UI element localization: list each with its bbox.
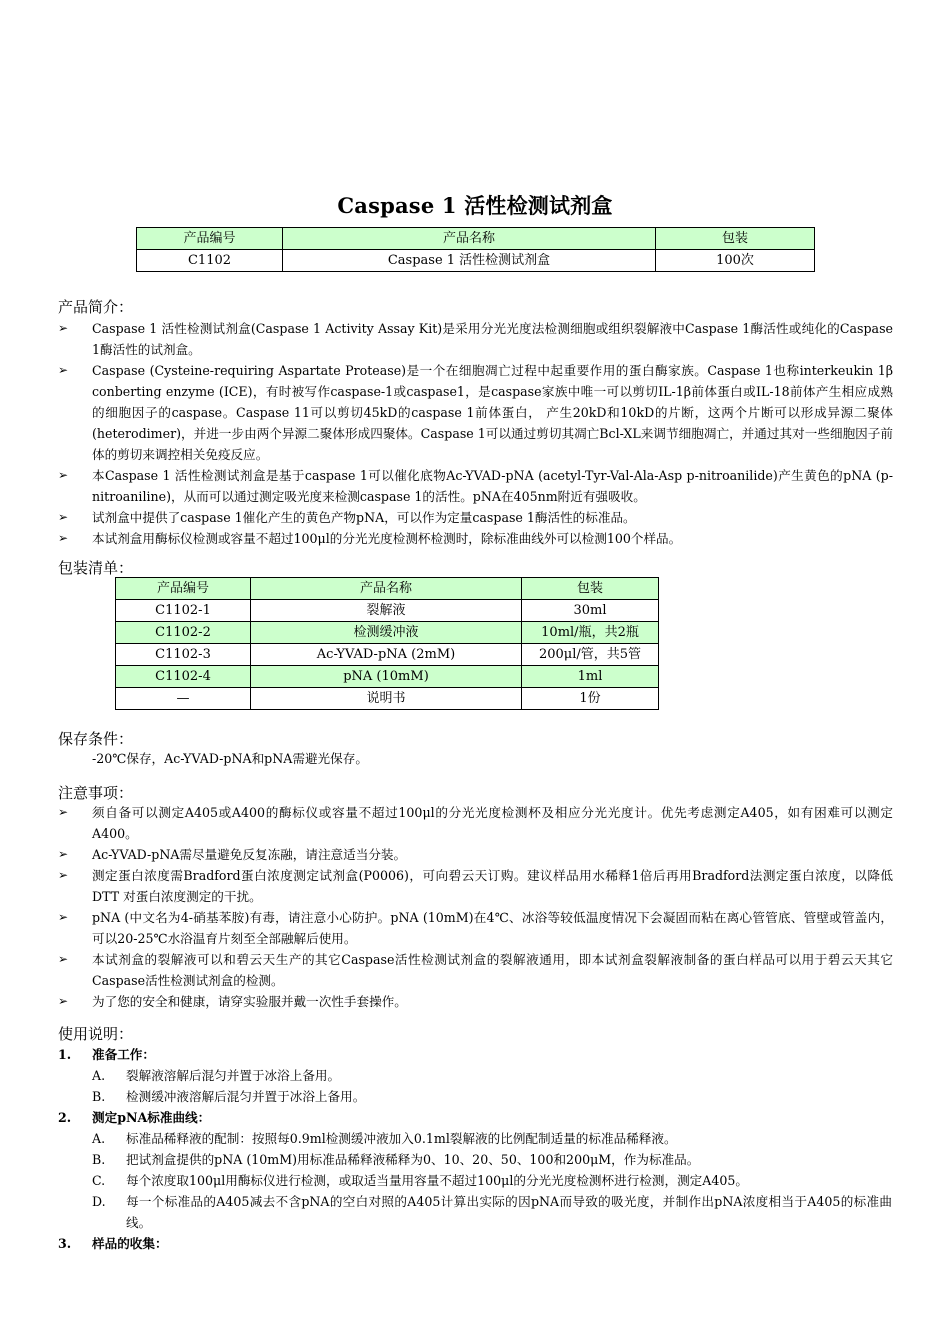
arrow-bullet-icon: ➢ [58,321,69,335]
storage-text: -20℃保存，Ac-YVAD-pNA和pNA需避光保存。 [92,751,368,766]
header-cell: 产品编号 [137,228,283,250]
table-row [116,644,659,666]
arrow-bullet-icon: ➢ [58,847,69,861]
list-item: ➢ 本Caspase 1 活性检测试剂盒是基于caspase 1可以催化底物Ac-YVAD-pNA (acetyl-Tyr-Val-Ala-Asp p-nitroanilide)产生黄色的pNA (p-nitroaniline)，从而可以通过测定吸光度来检测caspase 1的活性。pNA在405nm附近有强吸收。 [58,465,893,507]
table-cell: C1102-2 [116,622,251,644]
list-item: ➢ 须自备可以测定A405或A400的酶标仪或容量不超过100μl的分光光度检测杯及相应分光光度计。优先考虑测定A405，如有困难可以测定A400。 [58,802,893,844]
list-item: ➢ Caspase (Cysteine-requiring Aspartate Protease)是一个在细胞凋亡过程中起重要作用的蛋白酶家族。Caspase 1也称interkeukin 1β conberting enzyme (ICE)，有时被写作caspase-1或caspase1，是caspase家族中唯一可以剪切IL-1β前体蛋白或IL-18前体产生相应成熟的细胞因子的caspase。Caspase 11可以剪切45kD的caspase 1前体蛋白， 产生20kD和10kD的片断，这两个片断可以形成异源二聚体(heterodimer)，并进一步由两个异源二聚体形成四聚体。Caspase 1可以通过剪切其凋亡Bcl-XL来调节细胞凋亡，并通过其对一些细胞因子前体的剪切来调控相关免疫反应。 [58,360,893,465]
section-heading-package: 包装清单： [58,559,134,577]
list-item: ➢ 本试剂盒用酶标仪检测或容量不超过100μl的分光光度检测杯检测时，除标准曲线外可以检测100个样品。 [58,528,893,549]
arrow-bullet-icon: ➢ [58,952,69,966]
table-row [116,622,659,644]
table-header-row [137,228,815,250]
section-heading-usage: 使用说明： [58,1025,134,1043]
arrow-bullet-icon: ➢ [58,510,69,524]
step-heading: 2. 测定pNA标准曲线： [58,1110,211,1125]
table-cell: 30ml [522,600,659,622]
table-row [116,600,659,622]
arrow-bullet-icon: ➢ [58,531,69,545]
table-cell: Ac-YVAD-pNA (2mM) [251,644,522,666]
header-cell: 产品名称 [251,578,522,600]
page-title: Caspase 1 活性检测试剂盒 [337,193,613,218]
package-table [115,577,659,710]
table-cell: — [116,688,251,710]
table-cell: 裂解液 [251,600,522,622]
list-item: D. 每一个标准品的A405减去不含pNA的空白对照的A405计算出实际的因pNA而导致的吸光度，并制作出pNA浓度相当于A405的标准曲线。 [92,1194,892,1230]
table-cell: 1份 [522,688,659,710]
list-item: ➢ Ac-YVAD-pNA需尽量避免反复冻融，请注意适当分装。 [58,844,893,865]
table-cell: pNA (10mM) [251,666,522,688]
product-table [136,227,815,272]
list-item: ➢ 测定蛋白浓度需Bradford蛋白浓度测定试剂盒(P0006)，可向碧云天订购。建议样品用水稀释1倍后再用Bradford法测定蛋白浓度，以降低DTT 对蛋白浓度测定的干扰。 [58,865,893,907]
table-cell: C1102-3 [116,644,251,666]
list-item: B. 检测缓冲液溶解后混匀并置于冰浴上备用。 [92,1089,366,1104]
step-heading: 1. 准备工作： [58,1047,155,1062]
list-item: ➢ pNA (中文名为4-硝基苯胺)有毒，请注意小心防护。pNA (10mM)在4℃、冰浴等较低温度情况下会凝固而粘在离心管管底、管壁或管盖内，可以20-25℃水浴温育片刻至全部融解后使用。 [58,907,893,949]
list-item: C. 每个浓度取100μl用酶标仪进行检测，或取适当量用容量不超过100μl的分光光度检测杯进行检测，测定A405。 [92,1173,748,1188]
arrow-bullet-icon: ➢ [58,994,69,1008]
step1-list [92,1065,892,1107]
intro-list [58,318,893,549]
table-row [116,666,659,688]
table-row [116,688,659,710]
table-cell: 200μl/管，共5管 [522,644,659,666]
list-item: ➢ 为了您的安全和健康，请穿实验服并戴一次性手套操作。 [58,991,893,1012]
table-cell: 1ml [522,666,659,688]
header-cell: 产品编号 [116,578,251,600]
list-item: A. 裂解液溶解后混匀并置于冰浴上备用。 [92,1068,341,1083]
list-item: ➢ Caspase 1 活性检测试剂盒(Caspase 1 Activity Assay Kit)是采用分光光度法检测细胞或组织裂解液中Caspase 1酶活性或纯化的Caspase 1酶活性的试剂盒。 [58,318,893,360]
step2-list [92,1128,892,1233]
section-heading-notes: 注意事项： [58,784,134,802]
header-cell: 包装 [656,228,815,250]
section-heading-storage: 保存条件： [58,730,134,748]
table-cell: 10ml/瓶，共2瓶 [522,622,659,644]
arrow-bullet-icon: ➢ [58,868,69,882]
table-row [137,250,815,272]
list-item: ➢ 试剂盒中提供了caspase 1催化产生的黄色产物pNA，可以作为定量caspase 1酶活性的标准品。 [58,507,893,528]
table-cell: 100次 [656,250,815,272]
arrow-bullet-icon: ➢ [58,805,69,819]
header-cell: 产品名称 [283,228,656,250]
list-item: B. 把试剂盒提供的pNA (10mM)用标准品稀释液稀释为0、10、20、50、100和200μM，作为标准品。 [92,1152,700,1167]
table-header-row [116,578,659,600]
notes-list [58,802,893,1012]
arrow-bullet-icon: ➢ [58,363,69,377]
list-item: ➢ 本试剂盒的裂解液可以和碧云天生产的其它Caspase活性检测试剂盒的裂解液通用，即本试剂盒裂解液制备的蛋白样品可以用于碧云天其它Caspase活性检测试剂盒的检测。 [58,949,893,991]
list-item: A. 标准品稀释液的配制：按照每0.9ml检测缓冲液加入0.1ml裂解液的比例配制适量的标准品稀释液。 [92,1131,677,1146]
arrow-bullet-icon: ➢ [58,468,69,482]
table-cell: Caspase 1 活性检测试剂盒 [283,250,656,272]
section-heading-intro: 产品简介： [58,298,134,316]
table-cell: C1102-1 [116,600,251,622]
table-cell: C1102-4 [116,666,251,688]
table-cell: 说明书 [251,688,522,710]
header-cell: 包装 [522,578,659,600]
step-heading: 3. 样品的收集： [58,1236,168,1251]
arrow-bullet-icon: ➢ [58,910,69,924]
table-cell: 检测缓冲液 [251,622,522,644]
table-cell: C1102 [137,250,283,272]
